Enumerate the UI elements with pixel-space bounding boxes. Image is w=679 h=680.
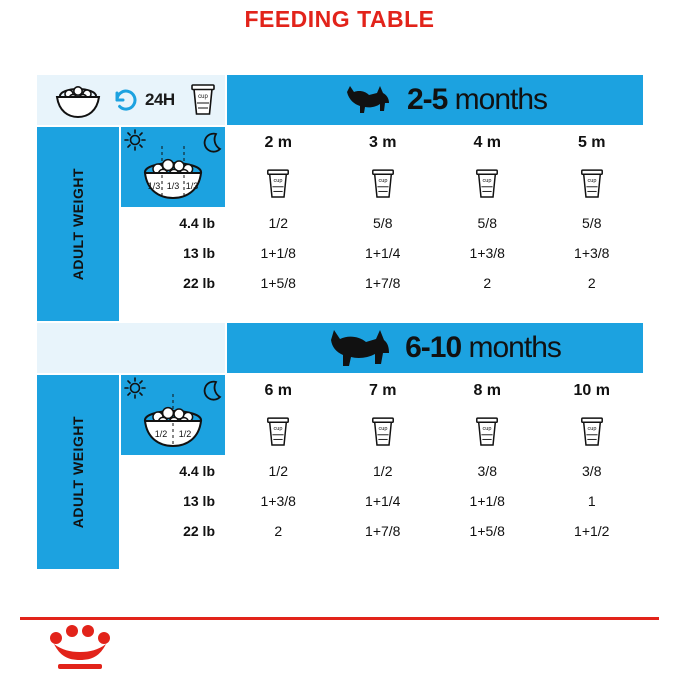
value-cell: 1+7/8 <box>331 516 436 546</box>
cup-icon-cell <box>226 160 331 208</box>
value-cell: 1+3/8 <box>435 238 540 268</box>
age-bold-2-5: 2-5 <box>406 83 448 116</box>
bowl-split-1-c: 1/3 <box>185 181 199 191</box>
table-row <box>120 268 644 298</box>
adult-weight-label-1 <box>36 126 120 322</box>
cup-icon-cell <box>435 408 540 456</box>
age-bold-6-10: 6-10 <box>405 331 462 364</box>
puppy-silhouette-icon <box>337 80 395 120</box>
adult-weight-text-2: ADULT WEIGHT <box>69 415 86 529</box>
adult-dog-silhouette-icon <box>323 326 393 370</box>
value-cell: 1+5/8 <box>226 268 331 298</box>
age-header-label-2-5 <box>407 83 547 117</box>
page-title: FEEDING TABLE <box>244 6 435 32</box>
value-cell: 1+1/8 <box>226 238 331 268</box>
month-header-cell: 4 m <box>435 126 540 160</box>
svg-text:cup: cup <box>378 178 388 185</box>
month-header-cell: 7 m <box>331 374 436 408</box>
cup-icon-header <box>181 83 225 117</box>
svg-text:cup: cup <box>378 426 388 433</box>
bowl-split-2-a: 1/2 <box>154 429 168 439</box>
value-cell: 2 <box>226 516 331 546</box>
svg-text:cup: cup <box>273 178 283 185</box>
moon-icon <box>205 382 220 400</box>
value-cell: 3/8 <box>435 456 540 486</box>
value-cell: 1+1/2 <box>540 516 645 546</box>
month-header-cell: 6 m <box>226 374 331 408</box>
month-header-cell: 8 m <box>435 374 540 408</box>
weight-label: 22 lb <box>120 516 226 546</box>
value-cell: 1/2 <box>226 208 331 238</box>
cup-icon-cell <box>331 408 436 456</box>
bowl-split-illustration-1 <box>120 126 226 208</box>
month-header-cell: 5 m <box>540 126 645 160</box>
weight-label: 13 lb <box>120 238 226 268</box>
value-cell: 1+3/8 <box>540 238 645 268</box>
royal-canin-crown-logo <box>46 622 118 676</box>
section-header-row-2 <box>36 322 644 374</box>
cup-icon-cell <box>226 408 331 456</box>
age-header-6-10 <box>226 322 644 374</box>
month-header-cell: 3 m <box>331 126 436 160</box>
svg-text:cup: cup <box>273 426 283 433</box>
moon-icon <box>205 134 220 152</box>
cup-icon-cell <box>540 160 645 208</box>
svg-text:cup: cup <box>198 94 208 100</box>
value-cell: 1/2 <box>331 456 436 486</box>
svg-text:cup: cup <box>587 426 597 433</box>
value-cell: 5/8 <box>435 208 540 238</box>
bowl-split-illustration-2 <box>120 374 226 456</box>
value-cell: 1+3/8 <box>226 486 331 516</box>
cup-icon-cell <box>435 160 540 208</box>
value-cell: 2 <box>435 268 540 298</box>
weight-label: 22 lb <box>120 268 226 298</box>
table-row <box>120 456 644 486</box>
sun-icon <box>125 130 145 150</box>
value-cell: 2 <box>540 268 645 298</box>
table-row <box>120 486 644 516</box>
adult-weight-text-1: ADULT WEIGHT <box>69 167 86 281</box>
bowl-split-1-b: 1/3 <box>166 181 180 191</box>
cup-icon-cell <box>540 408 645 456</box>
value-cell: 1+1/8 <box>435 486 540 516</box>
value-cell: 5/8 <box>331 208 436 238</box>
footer-divider <box>20 617 659 620</box>
spacer-cell <box>36 322 226 374</box>
month-header-cell: 10 m <box>540 374 645 408</box>
age-light-6-10: months <box>468 331 561 364</box>
value-cell: 1+7/8 <box>331 268 436 298</box>
duration-cell <box>36 74 226 126</box>
month-header-cell: 2 m <box>226 126 331 160</box>
weight-label: 4.4 lb <box>120 208 226 238</box>
duration-label: 24H <box>145 90 175 109</box>
value-cell: 1 <box>540 486 645 516</box>
adult-weight-label-2 <box>36 374 120 570</box>
weight-label: 4.4 lb <box>120 456 226 486</box>
cup-icon-cell <box>331 160 436 208</box>
months-header-row-1 <box>36 126 644 322</box>
dog-bowl-icon <box>49 80 107 120</box>
weight-label: 13 lb <box>120 486 226 516</box>
table-row <box>120 208 644 238</box>
svg-text:cup: cup <box>482 178 492 185</box>
value-cell: 3/8 <box>540 456 645 486</box>
svg-text:cup: cup <box>482 426 492 433</box>
bowl-split-2-b: 1/2 <box>178 429 192 439</box>
months-header-row-2 <box>36 374 644 570</box>
value-cell: 5/8 <box>540 208 645 238</box>
table-row <box>120 238 644 268</box>
svg-text:cup: cup <box>587 178 597 185</box>
bowl-split-1-a: 1/3 <box>147 181 161 191</box>
sun-icon <box>125 378 145 398</box>
age-light-2-5: months <box>454 83 548 116</box>
value-cell: 1/2 <box>226 456 331 486</box>
table-row <box>120 516 644 546</box>
feeding-table <box>36 74 644 584</box>
section-header-row <box>36 74 644 126</box>
value-cell: 1+1/4 <box>331 238 436 268</box>
age-header-2-5 <box>226 74 644 126</box>
value-cell: 1+1/4 <box>331 486 436 516</box>
value-cell: 1+5/8 <box>435 516 540 546</box>
age-header-label-6-10 <box>405 331 561 365</box>
clock-24h-icon <box>113 87 139 113</box>
